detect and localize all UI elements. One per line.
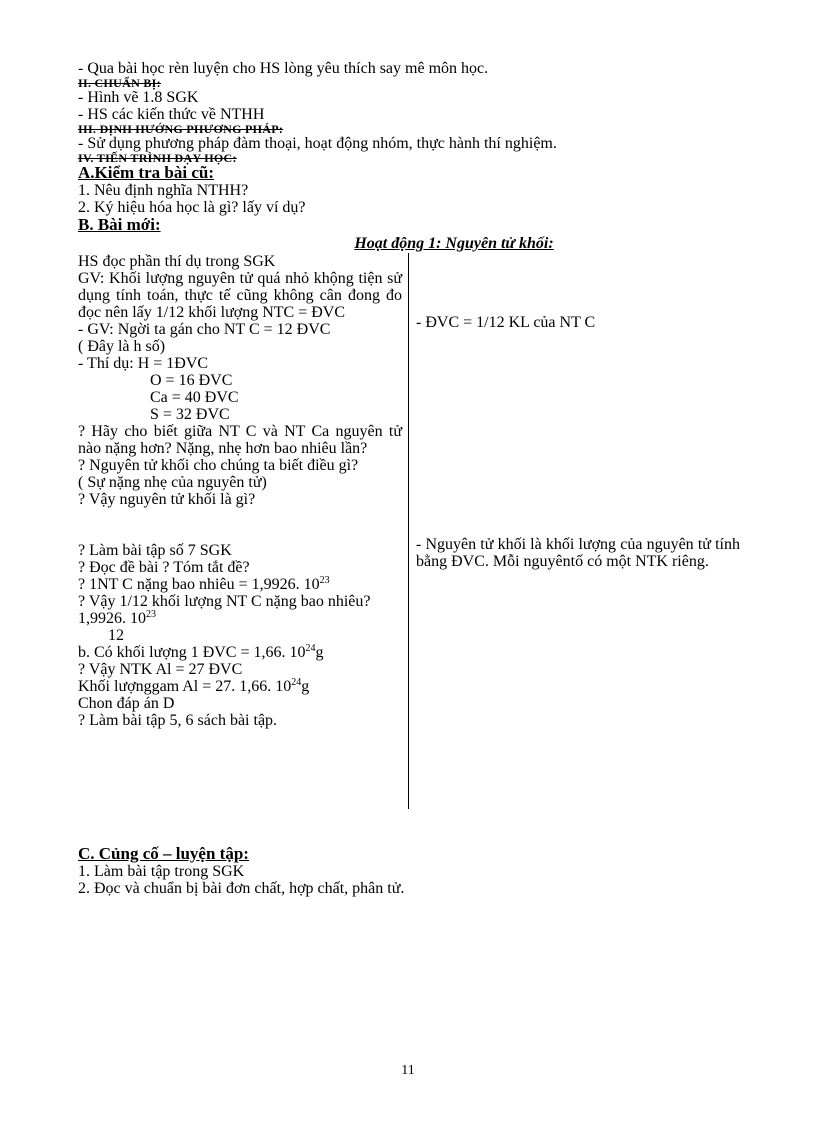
unit: g: [315, 644, 324, 661]
section-iii-item: - Sử dụng phương pháp đàm thoại, hoạt động nhóm, thực hành thí nghiệm.: [78, 135, 557, 152]
activity-line: [78, 610, 402, 627]
activity-line: [78, 678, 402, 695]
activity-line: ? Làm bài tập số 7 SGK: [78, 542, 232, 559]
section-a-title: A.Kiểm tra bài cũ:: [78, 163, 214, 182]
exponent: 24: [305, 643, 316, 654]
activity-line: ? Làm bài tập 5, 6 sách bài tập.: [78, 712, 278, 729]
intro-line: - Qua bài học rèn luyện cho HS lòng yêu thích say mê môn học.: [78, 60, 489, 77]
exponent: 23: [146, 609, 156, 620]
activity-line: HS đọc phần thí dụ trong SGK: [78, 253, 276, 270]
activity-line: ? Đọc đề bài ? Tóm tắt đề?: [78, 559, 250, 576]
activity-line: [78, 576, 402, 593]
section-ii-title: II. CHUẨN BỊ:: [78, 76, 161, 90]
activity-line: ? Vậy nguyên tử khối là gì?: [78, 491, 256, 508]
exponent: 24: [291, 677, 302, 688]
section-c-title: C. Củng cố – luyện tập:: [78, 844, 249, 863]
activity-line: O = 16 ĐVC: [150, 372, 233, 389]
activity-line: ( Sự nặng nhẹ của nguyên tử): [78, 474, 267, 491]
activity-line: ? Vậy 1/12 khối lượng NT C nặng bao nhiêu?: [78, 593, 371, 610]
activity-line: GV: Khối lượng nguyên tử quá nhỏ khộng tiện sử dụng tính toán, thực tế cũng không cân đong đo đọc nên lấy 1/12 khối lượng NTC = ĐVC: [78, 270, 402, 321]
section-c-item: 2. Đọc và chuẩn bị bài đơn chất, hợp chất, phân tử.: [78, 880, 405, 897]
activity-table: [78, 253, 740, 809]
section-ii-item: - Hình vẽ 1.8 SGK: [78, 89, 199, 106]
activity-line: [78, 644, 402, 661]
section-ii-item: - HS các kiến thức về NTHH: [78, 106, 265, 123]
activity-line: ? Vậy NTK Al = 27 ĐVC: [78, 661, 243, 678]
section-c-item: 1. Làm bài tập trong SGK: [78, 863, 245, 880]
activity-text: ? 1NT C nặng bao nhiêu = 1,9926. 10: [78, 576, 320, 593]
activity-line: - GV: Ngời ta gán cho NT C = 12 ĐVC: [78, 321, 331, 338]
activity-line: Ca = 40 ĐVC: [150, 389, 239, 406]
activity-line: ? Hãy cho biết giữa NT C và NT Ca nguyên tử nào nặng hơn? Nặng, nhẹ hơn bao nhiêu lần?: [78, 423, 402, 457]
activity-line: - Thí dụ: H = 1ĐVC: [78, 355, 209, 372]
column-divider: [408, 253, 409, 809]
section-iv-title: IV. TIẾN TRÌNH DẠY HỌC:: [78, 151, 237, 165]
document-page: [78, 60, 740, 897]
activity-line: ? Nguyên tử khối cho chúng ta biết điều gì?: [78, 457, 359, 474]
exponent: 23: [319, 575, 330, 586]
activity-text: Khối lượnggam Al = 27. 1,66. 10: [78, 678, 292, 695]
section-a-item: 1. Nêu định nghĩa NTHH?: [78, 182, 249, 199]
activity-line: S = 32 ĐVC: [150, 406, 230, 423]
page-number: 11: [401, 1063, 415, 1078]
activity-note: - ĐVC = 1/12 KL của NT C: [416, 314, 596, 331]
activity-line: 12: [108, 627, 124, 644]
activity-text: b. Có khối lượng 1 ĐVC = 1,66. 10: [78, 644, 306, 661]
activity-title: Hoạt động 1: Nguyên tử khối:: [354, 235, 554, 252]
section-b-title: B. Bài mới:: [78, 215, 161, 234]
activity-line: Chon đáp án D: [78, 695, 175, 712]
section-iii-title: III. ĐỊNH HƯỚNG PHƯƠNG PHÁP:: [78, 122, 284, 136]
section-a-item: 2. Ký hiệu hóa học là gì? lấy ví dụ?: [78, 199, 306, 216]
unit: g: [301, 678, 310, 695]
activity-text: 1,9926. 10: [78, 610, 146, 627]
teacher-student-column: [78, 253, 402, 729]
activity-note: - Nguyên tử khối là khối lượng của nguyên tử tính bằng ĐVC. Mỗi nguyêntố có một NTK riêng.: [416, 536, 740, 570]
activity-line: ( Đây là h số): [78, 338, 166, 355]
